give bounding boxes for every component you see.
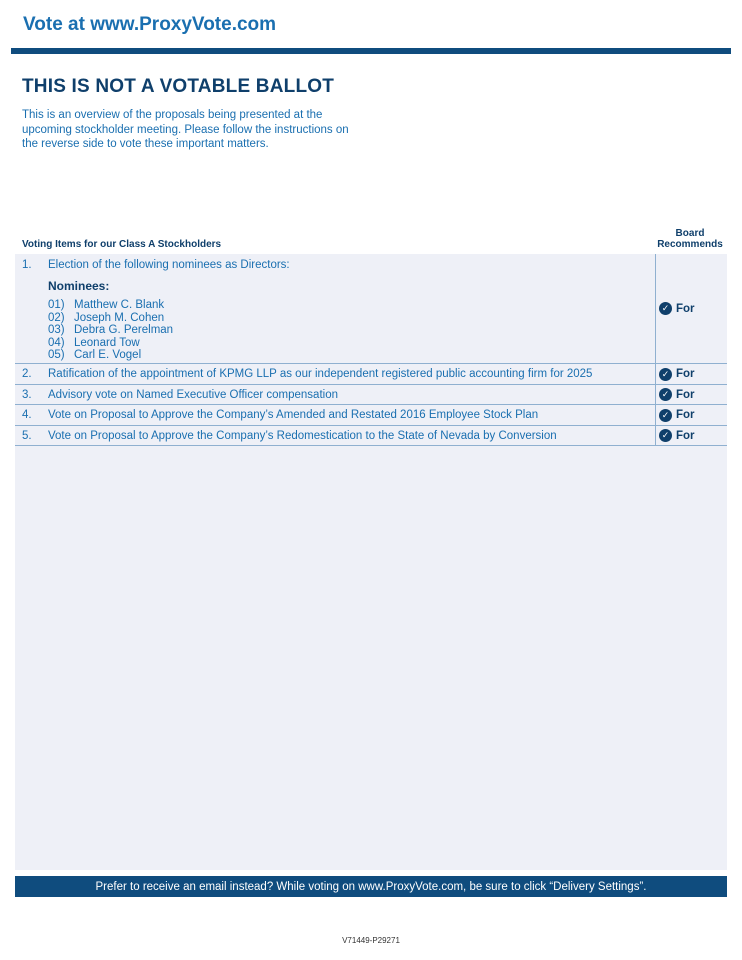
checkmark-icon: ✓ [659, 302, 672, 315]
nominee-number: 04) [48, 336, 65, 349]
nominees-label: Nominees: [48, 279, 110, 293]
proxyvote-header-link[interactable]: Vote at www.ProxyVote.com [23, 14, 277, 35]
board-recommendation [655, 405, 727, 425]
nominee-name: Matthew C. Blank [74, 299, 165, 311]
board-recommendation [655, 254, 727, 363]
checkmark-icon: ✓ [659, 368, 672, 381]
checkmark-icon: ✓ [659, 429, 672, 442]
intro-paragraph: This is an overview of the proposals being presented at the upcoming stockholder meeting. Please follow the instructions on the reverse side to vote these important matters. [22, 109, 349, 150]
nominee-item [48, 299, 173, 312]
item-number: 3. [22, 389, 32, 401]
recommendation-label: For [676, 302, 695, 315]
page-title: THIS IS NOT A VOTABLE BALLOT [22, 76, 335, 97]
nominee-number: 03) [48, 324, 65, 336]
nominee-item [48, 312, 173, 325]
nominee-name: Leonard Tow [74, 336, 140, 349]
recommendation-label: For [676, 409, 695, 421]
recommendation-label: For [676, 429, 695, 442]
header-divider [11, 48, 731, 54]
board-recommendation [655, 426, 727, 445]
item-text: Election of the following nominees as Directors: [48, 259, 290, 271]
voting-items-label: Voting Items for our Class A Stockholders [22, 239, 222, 250]
recommendation-label: For [676, 388, 695, 401]
voting-item-2 [15, 364, 727, 385]
nominee-item [48, 324, 173, 337]
nominee-name: Carl E. Vogel [74, 349, 142, 361]
voting-item-5 [15, 426, 727, 446]
nominee-name: Joseph M. Cohen [74, 311, 165, 324]
board-recommendation [655, 385, 727, 404]
voting-item-3 [15, 385, 727, 405]
nominee-list [48, 299, 173, 362]
nominee-number: 01) [48, 299, 65, 311]
board-recommends-line2: Recommends [657, 239, 723, 250]
nominee-number: 02) [48, 311, 65, 324]
item-text: Advisory vote on Named Executive Officer compensation [48, 389, 338, 401]
nominee-item [48, 337, 173, 350]
voting-item-1 [15, 254, 727, 364]
nominee-item [48, 349, 173, 362]
board-recommendation [655, 364, 727, 384]
checkmark-icon: ✓ [659, 388, 672, 401]
item-number: 4. [22, 409, 32, 421]
nominee-name: Debra G. Perelman [74, 324, 174, 336]
item-text: Ratification of the appointment of KPMG LLP as our independent registered public accounting firm for 2025 [48, 368, 593, 380]
nominee-number: 05) [48, 349, 65, 361]
item-number: 1. [22, 259, 32, 271]
item-number: 2. [22, 368, 32, 380]
recommendation-label: For [676, 368, 695, 380]
email-delivery-banner: Prefer to receive an email instead? While voting on www.ProxyVote.com, be sure to click “Delivery Settings”. [15, 876, 727, 897]
board-recommends-header [652, 228, 728, 250]
item-number: 5. [22, 430, 32, 442]
item-text: Vote on Proposal to Approve the Company’s Redomestication to the State of Nevada by Conversion [48, 430, 557, 442]
voting-item-4 [15, 405, 727, 426]
board-recommends-line1: Board [675, 228, 705, 239]
document-code: V71449-P29271 [342, 936, 400, 945]
item-text: Vote on Proposal to Approve the Company’s Amended and Restated 2016 Employee Stock Plan [48, 409, 539, 421]
checkmark-icon: ✓ [659, 409, 672, 422]
